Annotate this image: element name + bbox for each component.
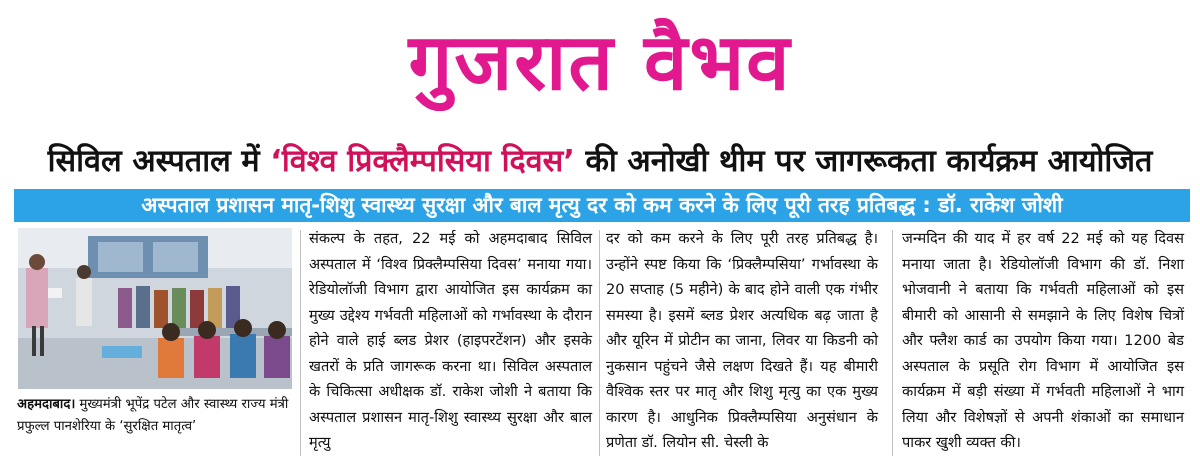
article-column-1: संकल्प के तहत, 22 मई को अहमदाबाद सिविल अस्पताल में ‘विश्व प्रिक्लैम्पसिया दिवस’ मनाया गया। रेडियोलॉजी विभाग द्वारा आयोजित इस कार्यक्रम का मुख्य उद्देश्य गर्भवती महिलाओं को गर्भावस्था के दौरान होने वाले हाई ब्लड प्रेशर (हाइपरटेंशन) और इसके खतरों के प्रति जागरूक करना था। सिविल अस्पताल के चिकित्सा अधीक्षक डॉ. राकेश जोशी ने बताया कि अस्पताल प्रशासन मातृ-शिशु स्वास्थ्य सुरक्षा और बाल मृत्यु (309, 230, 592, 451)
article-headline (0, 134, 1200, 190)
subheadline-banner (14, 189, 1190, 222)
article-column-2: दर को कम करने के लिए पूरी तरह प्रतिबद्ध है। उन्होंने स्पष्ट किया कि ‘प्रिक्लैम्पसिया’ गर्भावस्था के 20 सप्ताह (5 महीने) के बाद होने वाली एक गंभीर समस्या है। इसमें ब्लड प्रेशर अत्यधिक बढ़ जाता है और यूरिन में प्रोटीन का जाना, लिवर या किडनी को नुकसान पहुंचने जैसे लक्षण दिखते हैं। यह बीमारी वैश्विक स्तर पर मातृ और शिशु मृत्यु का एक मुख्य कारण है। आधुनिक प्रिक्लैम्पसिया अनुसंधान के प्रणेता डॉ. लियोन सी. चेस्ली के (606, 230, 878, 451)
newspaper-masthead (0, 4, 1200, 122)
photo-caption (17, 394, 295, 438)
column-divider (892, 230, 893, 456)
headline-text-end: की अनोखी थीम पर जागरूकता कार्यक्रम आयोजित (574, 144, 1153, 179)
caption-dateline: अहमदाबाद। (17, 397, 76, 412)
news-photo (18, 228, 292, 389)
column-divider (300, 230, 301, 456)
caption-text: मुख्यमंत्री भूपेंद्र पटेल और स्वास्थ्य राज्य मंत्री प्रफुल्ल पानशेरिया के ‘सुरक्षित मातृत्व’ (17, 397, 289, 434)
masthead-title: गुजरात वैभव (408, 18, 792, 108)
column-divider (599, 230, 600, 456)
headline-highlight: ‘विश्व प्रिक्लैम्पसिया दिवस’ (270, 144, 575, 179)
subheadline-text: अस्पताल प्रशासन मातृ-शिशु स्वास्थ्य सुरक्षा और बाल मृत्यु दर को कम करने के लिए पूरी तरह प्रतिबद्ध : डॉ. राकेश जोशी (141, 193, 1063, 217)
headline-text-start: सिविल अस्पताल में (47, 144, 271, 179)
article-column-3: जन्मदिन की याद में हर वर्ष 22 मई को यह दिवस मनाया जाता है। रेडियोलॉजी विभाग की डॉ. निशा भोजवानी ने बताया कि गर्भवती महिलाओं को इस बीमारी को आसानी से समझाने के लिए विशेष चित्रों और फ्लैश कार्ड का उपयोग किया गया। 1200 बेड अस्पताल के प्रसूति रोग विभाग में आयोजित इस कार्यक्रम में बड़ी संख्या में गर्भवती महिलाओं ने भाग लिया और विशेषज्ञों से अपनी शंकाओं का समाधान पाकर खुशी व्यक्त की। (902, 230, 1184, 451)
photo-illustration (18, 228, 292, 389)
